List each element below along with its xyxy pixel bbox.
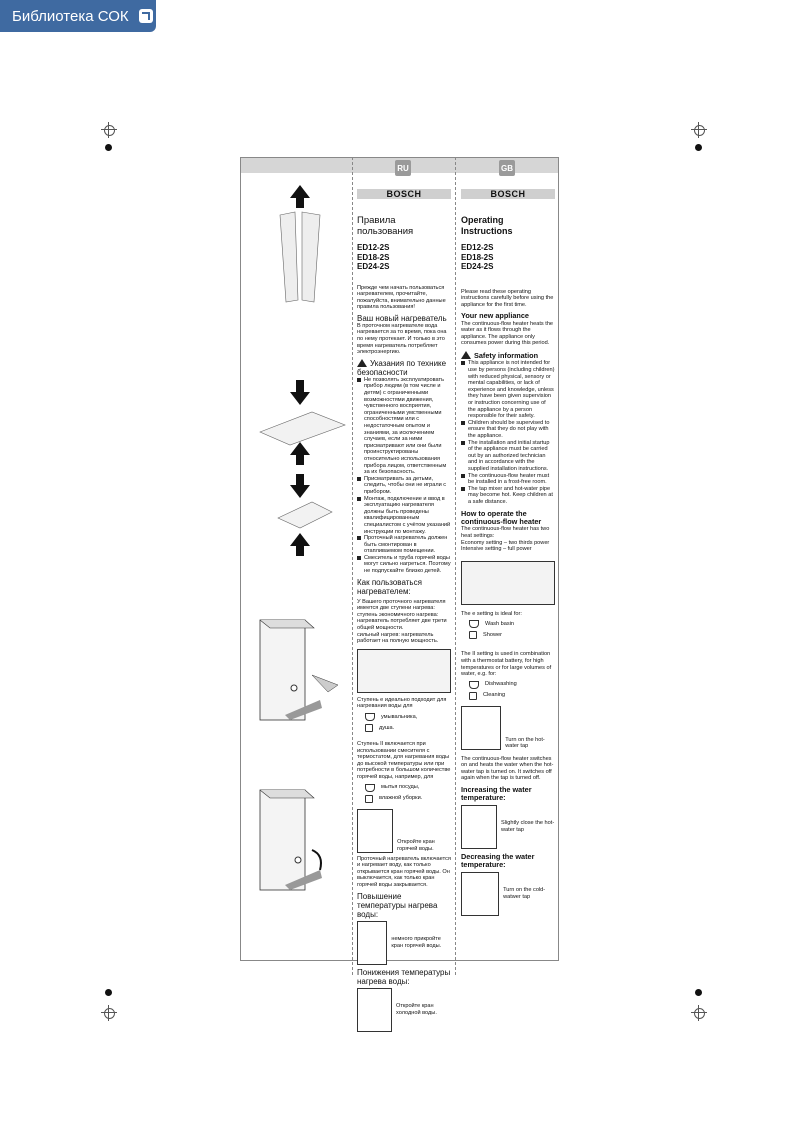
registration-mark-icon — [693, 1007, 705, 1019]
ru-use-heading: Как пользоваться нагревателем: — [357, 577, 422, 596]
list-item: Children should be supervised to ensure that they do not play with the appliance. — [461, 420, 555, 440]
crop-dot-icon — [105, 144, 112, 151]
crop-dot-icon — [695, 989, 702, 996]
tap-figure — [461, 872, 499, 916]
crop-dot-icon — [105, 989, 112, 996]
control-panel-figure — [461, 561, 555, 605]
control-panel-figure — [357, 649, 451, 693]
gb-ideal-item: Shower — [483, 632, 502, 639]
registration-mark-icon — [103, 1007, 115, 1019]
library-badge[interactable] — [0, 0, 156, 32]
gb-open-hot-caption: Turn on the hot-water tap — [505, 736, 545, 750]
tap-figure — [357, 988, 392, 1032]
gb-safety-list — [461, 360, 555, 505]
down-arrow-icon — [290, 474, 310, 498]
ru-inc-caption: немного прикройте кран горячей воды. — [391, 935, 442, 949]
list-item: Не позволять эксплуатировать прибор людям (в том числе и детям) с ограниченными возможностями движения, чувственного восприятия, ограниченными умственными способностями или с недостаточным опытом и знаниями, за исключением случаев, если за ними присматривают или они были проинструктированы относительно использования прибора лицом, ответственным за их безопасность. — [357, 377, 451, 476]
bosch-logo: BOSCH — [357, 189, 451, 199]
down-arrow-icon — [290, 380, 310, 405]
tab-ru: RU — [395, 160, 411, 176]
ru-open-hot-caption: Откройте кран горячей воды. — [397, 839, 435, 852]
gb-operate-mode: Intensive setting – full power — [461, 546, 532, 553]
list-item: The tap mixer and hot-water pipe may become hot. Keep children at a safe distance. — [461, 486, 555, 506]
warning-icon — [357, 359, 367, 367]
list-item: Смеситель и труба горячей воды могут сильно нагреться. Поэтому не подпускайте близко детей. — [357, 555, 451, 575]
gb-switch-text: The continuous-flow heater switches on and heats the water when the hot-water tap is turned on. It switches off again when the tap is turned off. — [461, 755, 554, 782]
gb-title: Operating Instructions — [461, 215, 513, 236]
shower-icon — [365, 724, 373, 732]
gb-ideal-text: The e setting is ideal for: — [461, 610, 522, 617]
crop-dot-icon — [695, 144, 702, 151]
illustration-column — [250, 180, 350, 950]
ru-model: ED12-2S — [357, 243, 390, 252]
up-arrow-icon — [290, 185, 310, 208]
tap-figure — [461, 805, 497, 849]
cleaning-icon — [469, 692, 477, 700]
list-item: This appliance is not intended for use by persons (including children) with reduced physical, sensory or mental capabilities, or lack of experience and knowledge, unless they have been given supervision or instruction concerning use of the appliance by a person responsible for their safety. — [461, 360, 555, 419]
tap-figure — [357, 921, 387, 965]
ru-model: ED18-2S — [357, 252, 390, 262]
gb-dec-heading: Decreasing the water temperature: — [461, 851, 535, 870]
ru-dec-heading: Понижения температуры нагрева воды: — [357, 967, 451, 986]
ru-ideal-text: Ступень e идеально подходит для нагревания воды для — [357, 696, 447, 710]
ru-column — [357, 189, 451, 1032]
gb-safety-heading: Safety information — [474, 351, 539, 361]
gb-ideal-item: Wash basin — [485, 621, 515, 628]
shower-icon — [469, 631, 477, 639]
gb-ii-text: The II setting is used in combination with a thermostat battery, for high temperatures or for large volumes of water, e.g. for: — [461, 651, 552, 678]
paper-fold-illustration — [278, 502, 332, 528]
gb-model: ED12-2S — [461, 243, 494, 252]
tap-figure — [357, 809, 393, 853]
ru-title: Правила пользования — [357, 215, 414, 237]
library-badge-label: Библиотека СОК — [12, 7, 129, 25]
tab-gb: GB — [499, 160, 515, 176]
list-item: Проточный нагреватель должен быть смонтирован в отапливаемом помещении. — [357, 535, 451, 555]
up-arrow-icon — [290, 533, 310, 556]
ru-ii-item: мытья посуды, — [381, 784, 420, 791]
ru-safety-list — [357, 377, 451, 575]
gb-ii-item: Cleaning — [483, 692, 506, 699]
ru-new-heading: Ваш новый нагреватель — [357, 313, 447, 323]
paper-fold-illustration — [260, 412, 345, 445]
wash-basin-icon — [365, 713, 375, 721]
list-item: Присматривать за детьми, следить, чтобы они не играли с прибором. — [357, 476, 451, 496]
gb-column — [461, 189, 555, 916]
registration-mark-icon — [693, 124, 705, 136]
up-arrow-icon — [290, 442, 310, 465]
ru-inc-heading: Повышение температуры нагрева воды: — [357, 891, 438, 919]
heater-illustration — [260, 790, 322, 890]
dishwashing-icon — [365, 784, 375, 792]
ru-ideal-item: душа. — [379, 724, 395, 731]
ru-use-text: У Вашего проточного нагревателя имеется две ступени нагрева: — [357, 598, 446, 612]
gb-new-text: The continuous-flow heater heats the water as it flows through the appliance. The appliance only consumes power during this period. — [461, 320, 554, 347]
heater-illustration — [260, 620, 338, 720]
gb-operate-text: The continuous-flow heater has two heat settings: — [461, 526, 550, 539]
ru-switch-text: Проточный нагреватель включается и нагревает воду, как только открывается кран горячей воды. Он выключается, как только кран горячей воды закрывается. — [357, 855, 451, 888]
strip-illustration — [280, 212, 320, 302]
gb-operate-heading: How to operate the continuous-flow heater — [461, 508, 542, 526]
fold-line — [352, 157, 353, 975]
gb-model: ED18-2S — [461, 252, 494, 262]
gb-ii-item: Dishwashing — [485, 681, 517, 688]
cleaning-icon — [365, 795, 373, 803]
ru-dec-caption: Откройте кран холодной воды. — [395, 1002, 437, 1016]
registration-mark-icon — [103, 124, 115, 136]
gb-inc-caption: Slightly close the hot-water tap — [501, 820, 555, 833]
ru-ii-text: Ступень II включается при использовании смесителя с термостатом, для нагревания воды до высокой температуры или при потребности в большом количестве горячей воды, например, для — [357, 741, 451, 780]
warning-icon — [461, 351, 471, 359]
dishwashing-icon — [469, 681, 479, 689]
ru-intro: Прежде чем начать пользоваться нагревателем, прочитайте, пожалуйста, внимательно данные правила пользования! — [357, 284, 446, 311]
gb-new-heading: Your new appliance — [461, 311, 529, 321]
list-item: Монтаж, подключение и ввод в эксплуатацию нагревателя должны быть проведены квалифицированным специалистом с учётом указаний инструкции по монтажу. — [357, 496, 451, 536]
bosch-logo: BOSCH — [461, 189, 555, 199]
ru-new-text: В проточном нагревателе вода нагревается за то время, пока она по нему протекает. И только в это время нагреватель потребляет электроэнергию. — [357, 322, 447, 356]
gb-operate-mode: Economy setting – two thirds power — [461, 539, 550, 546]
ru-use-mode: ступень экономичного нагрева: нагреватель потребляет две трети общей мощности. — [357, 611, 447, 632]
list-item: The continuous-flow heater must be installed in a frost-free room. — [461, 473, 555, 486]
ru-safety-heading: Указания по технике безопасности — [357, 358, 447, 377]
tap-figure — [461, 706, 501, 750]
fold-line — [455, 157, 456, 975]
gb-inc-heading: Increasing the water temperature: — [461, 785, 532, 803]
gb-dec-caption: Turn on the cold-watwer tap — [503, 887, 546, 900]
gb-intro: Please read these operating instructions carefully before using the appliance for the first time. — [461, 288, 554, 308]
ru-model: ED24-2S — [357, 262, 390, 271]
ru-ideal-item: умывальника, — [381, 713, 418, 720]
ru-ii-item: влажной уборки. — [379, 795, 423, 802]
ru-use-mode: сильный нагрев: нагреватель работает на полную мощность. — [357, 631, 439, 645]
external-link-icon — [139, 9, 153, 23]
list-item: The installation and initial startup of the appliance must be carried out by an authorized technician and in accordance with the supplied installation instructions. — [461, 440, 555, 473]
wash-basin-icon — [469, 620, 479, 628]
gb-model: ED24-2S — [461, 262, 494, 271]
